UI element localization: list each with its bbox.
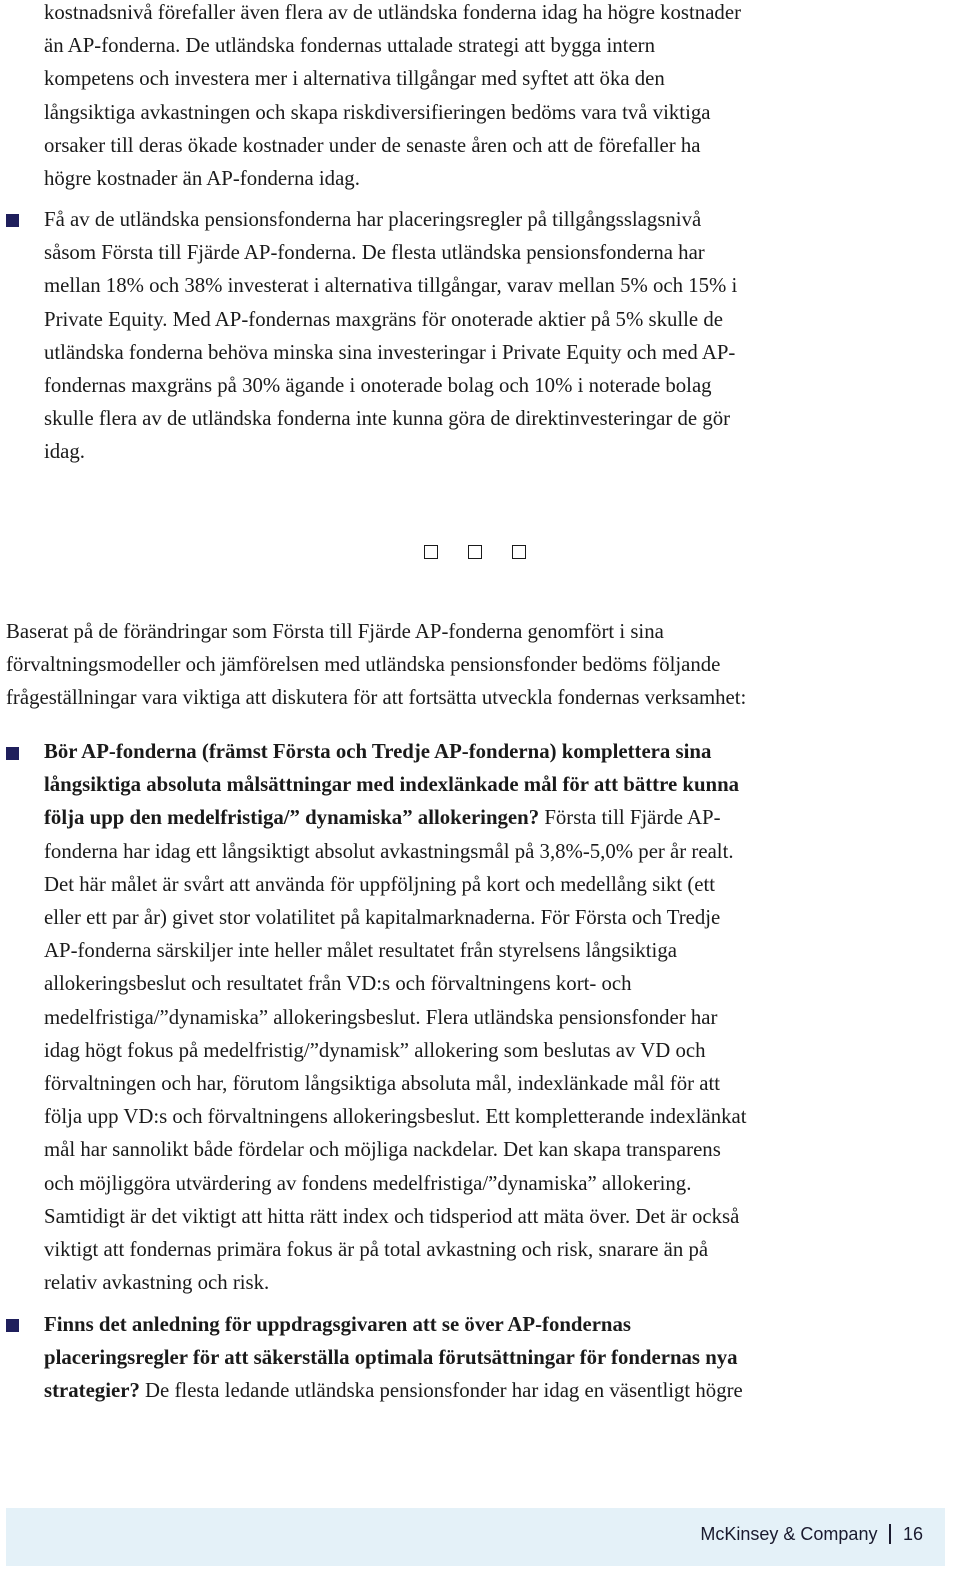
text-line: Samtidigt är det viktigt att hitta rätt index och tidsperiod att mäta över. Det är också: [44, 1204, 740, 1228]
question-end: följa upp den medelfristiga/” dynamiska” allokeringen?: [44, 806, 540, 830]
answer-start: De flesta ledande utländska pensionsfonder har idag en väsentligt högre: [139, 1379, 743, 1403]
intro-paragraph: [6, 615, 936, 715]
text-line: Det här målet är svårt att använda för uppföljning på kort och medellång sikt (ett: [44, 872, 716, 896]
text-line: förvaltningsmodeller och jämförelsen med utländska pensionsfonder bedöms följande: [6, 653, 721, 677]
footer-text: [700, 1524, 923, 1545]
text-line: långsiktiga avkastningen och skapa riskdiversifieringen bedöms vara två viktiga: [44, 100, 711, 124]
footer-divider: [889, 1524, 891, 1544]
question-end: strategier?: [44, 1379, 140, 1403]
bullet-square-icon: [6, 1319, 19, 1332]
text-line: fondernas maxgräns på 30% ägande i onoterade bolag och 10% i noterade bolag: [44, 374, 712, 398]
text-line: eller ett par år) givet stor volatilitet på kapitalmarknaderna. För Första och Tredje: [44, 906, 721, 930]
question-line: Bör AP-fonderna (främst Första och Tredje AP-fonderna) komplettera sina: [44, 740, 712, 763]
text-line: högre kostnader än AP-fonderna idag.: [44, 167, 360, 191]
text-line: kostnadsnivå förefaller även flera av de utländska fonderna idag ha högre kostnader: [44, 1, 741, 24]
hollow-square-icon: [512, 545, 526, 559]
mixed-line: [44, 1374, 936, 1407]
text-line: förvaltningen och har, förutom långsiktiga absoluta mål, indexlänkade mål för att: [44, 1072, 721, 1096]
text-line: Private Equity. Med AP-fondernas maxgräns för onoterade aktier på 5% skulle de: [44, 307, 723, 331]
text-line: mål har sannolikt både fördelar och möjliga nackdelar. Det kan skapa transparens: [44, 1138, 721, 1162]
text-line: viktigt att fondernas primära fokus är på total avkastning och risk, snarare än på: [44, 1238, 709, 1262]
bullet-square-icon: [6, 747, 19, 760]
bullet-paragraph-3: [44, 1308, 936, 1408]
question-line: Finns det anledning för uppdragsgivaren att se över AP-fondernas: [44, 1313, 631, 1336]
bullet-paragraph-1: [44, 203, 936, 469]
text-line: frågeställningar vara viktiga att diskutera för att fortsätta utveckla fondernas verksamhet:: [6, 686, 747, 710]
text-line: mellan 18% och 38% investerat i alternativa tillgångar, varav mellan 5% och 15% i: [44, 274, 738, 298]
answer-start: Första till Fjärde AP-: [539, 806, 721, 830]
bullet-square-icon: [6, 214, 19, 227]
text-line: relativ avkastning och risk.: [44, 1271, 270, 1295]
text-line: skulle flera av de utländska fonderna inte kunna göra de direktinvesteringar de gör: [44, 407, 731, 431]
text-line: AP-fonderna särskiljer inte heller målet resultatet från styrelsens långsiktiga: [44, 939, 677, 963]
text-line: utländska fonderna behöva minska sina investeringar i Private Equity och med AP-: [44, 340, 736, 364]
text-line: än AP-fonderna. De utländska fondernas uttalade strategi att bygga intern: [44, 34, 655, 58]
hollow-square-icon: [424, 545, 438, 559]
text-line: kompetens och investera mer i alternativa tillgångar med syftet att öka den: [44, 67, 665, 91]
text-line: följa upp VD:s och förvaltningens allokeringsbeslut. Ett kompletterande indexlänkat: [44, 1105, 747, 1129]
company-name: McKinsey & Company: [700, 1524, 878, 1544]
continued-paragraph: [44, 0, 936, 195]
text-line: Baserat på de förändringar som Första till Fjärde AP-fonderna genomfört i sina: [6, 620, 664, 643]
question-line: långsiktiga absoluta målsättningar med indexlänkade mål för att bättre kunna: [44, 773, 740, 797]
page-number: 16: [902, 1524, 923, 1544]
section-separator: [424, 545, 544, 565]
text-line: medelfristiga/”dynamiska” allokeringsbeslut. Flera utländska pensionsfonder har: [44, 1005, 718, 1029]
text-line: Få av de utländska pensionsfonderna har placeringsregler på tillgångsslagsnivå: [44, 208, 702, 231]
text-line: allokeringsbeslut och resultatet från VD:s och förvaltningens kort- och: [44, 972, 632, 996]
text-line: idag.: [44, 440, 86, 464]
text-line: såsom Första till Fjärde AP-fonderna. De flesta utländska pensionsfonderna har: [44, 241, 705, 265]
question-line: placeringsregler för att säkerställa optimala förutsättningar för fondernas nya: [44, 1346, 738, 1370]
page-footer: [6, 1508, 945, 1566]
text-line: fonderna har idag ett långsiktigt absolut avkastningsmål på 3,8%-5,0% per år realt.: [44, 839, 734, 863]
mixed-line: [44, 801, 936, 834]
text-line: och möjliggöra utvärdering av fondens medelfristiga/”dynamiska” allokering.: [44, 1171, 692, 1195]
hollow-square-icon: [468, 545, 482, 559]
text-line: idag högt fokus på medelfristig/”dynamisk” allokering som beslutas av VD och: [44, 1038, 706, 1062]
text-line: orsaker till deras ökade kostnader under de senaste åren och att de förefaller ha: [44, 133, 701, 157]
bullet-paragraph-2: [44, 735, 936, 1299]
